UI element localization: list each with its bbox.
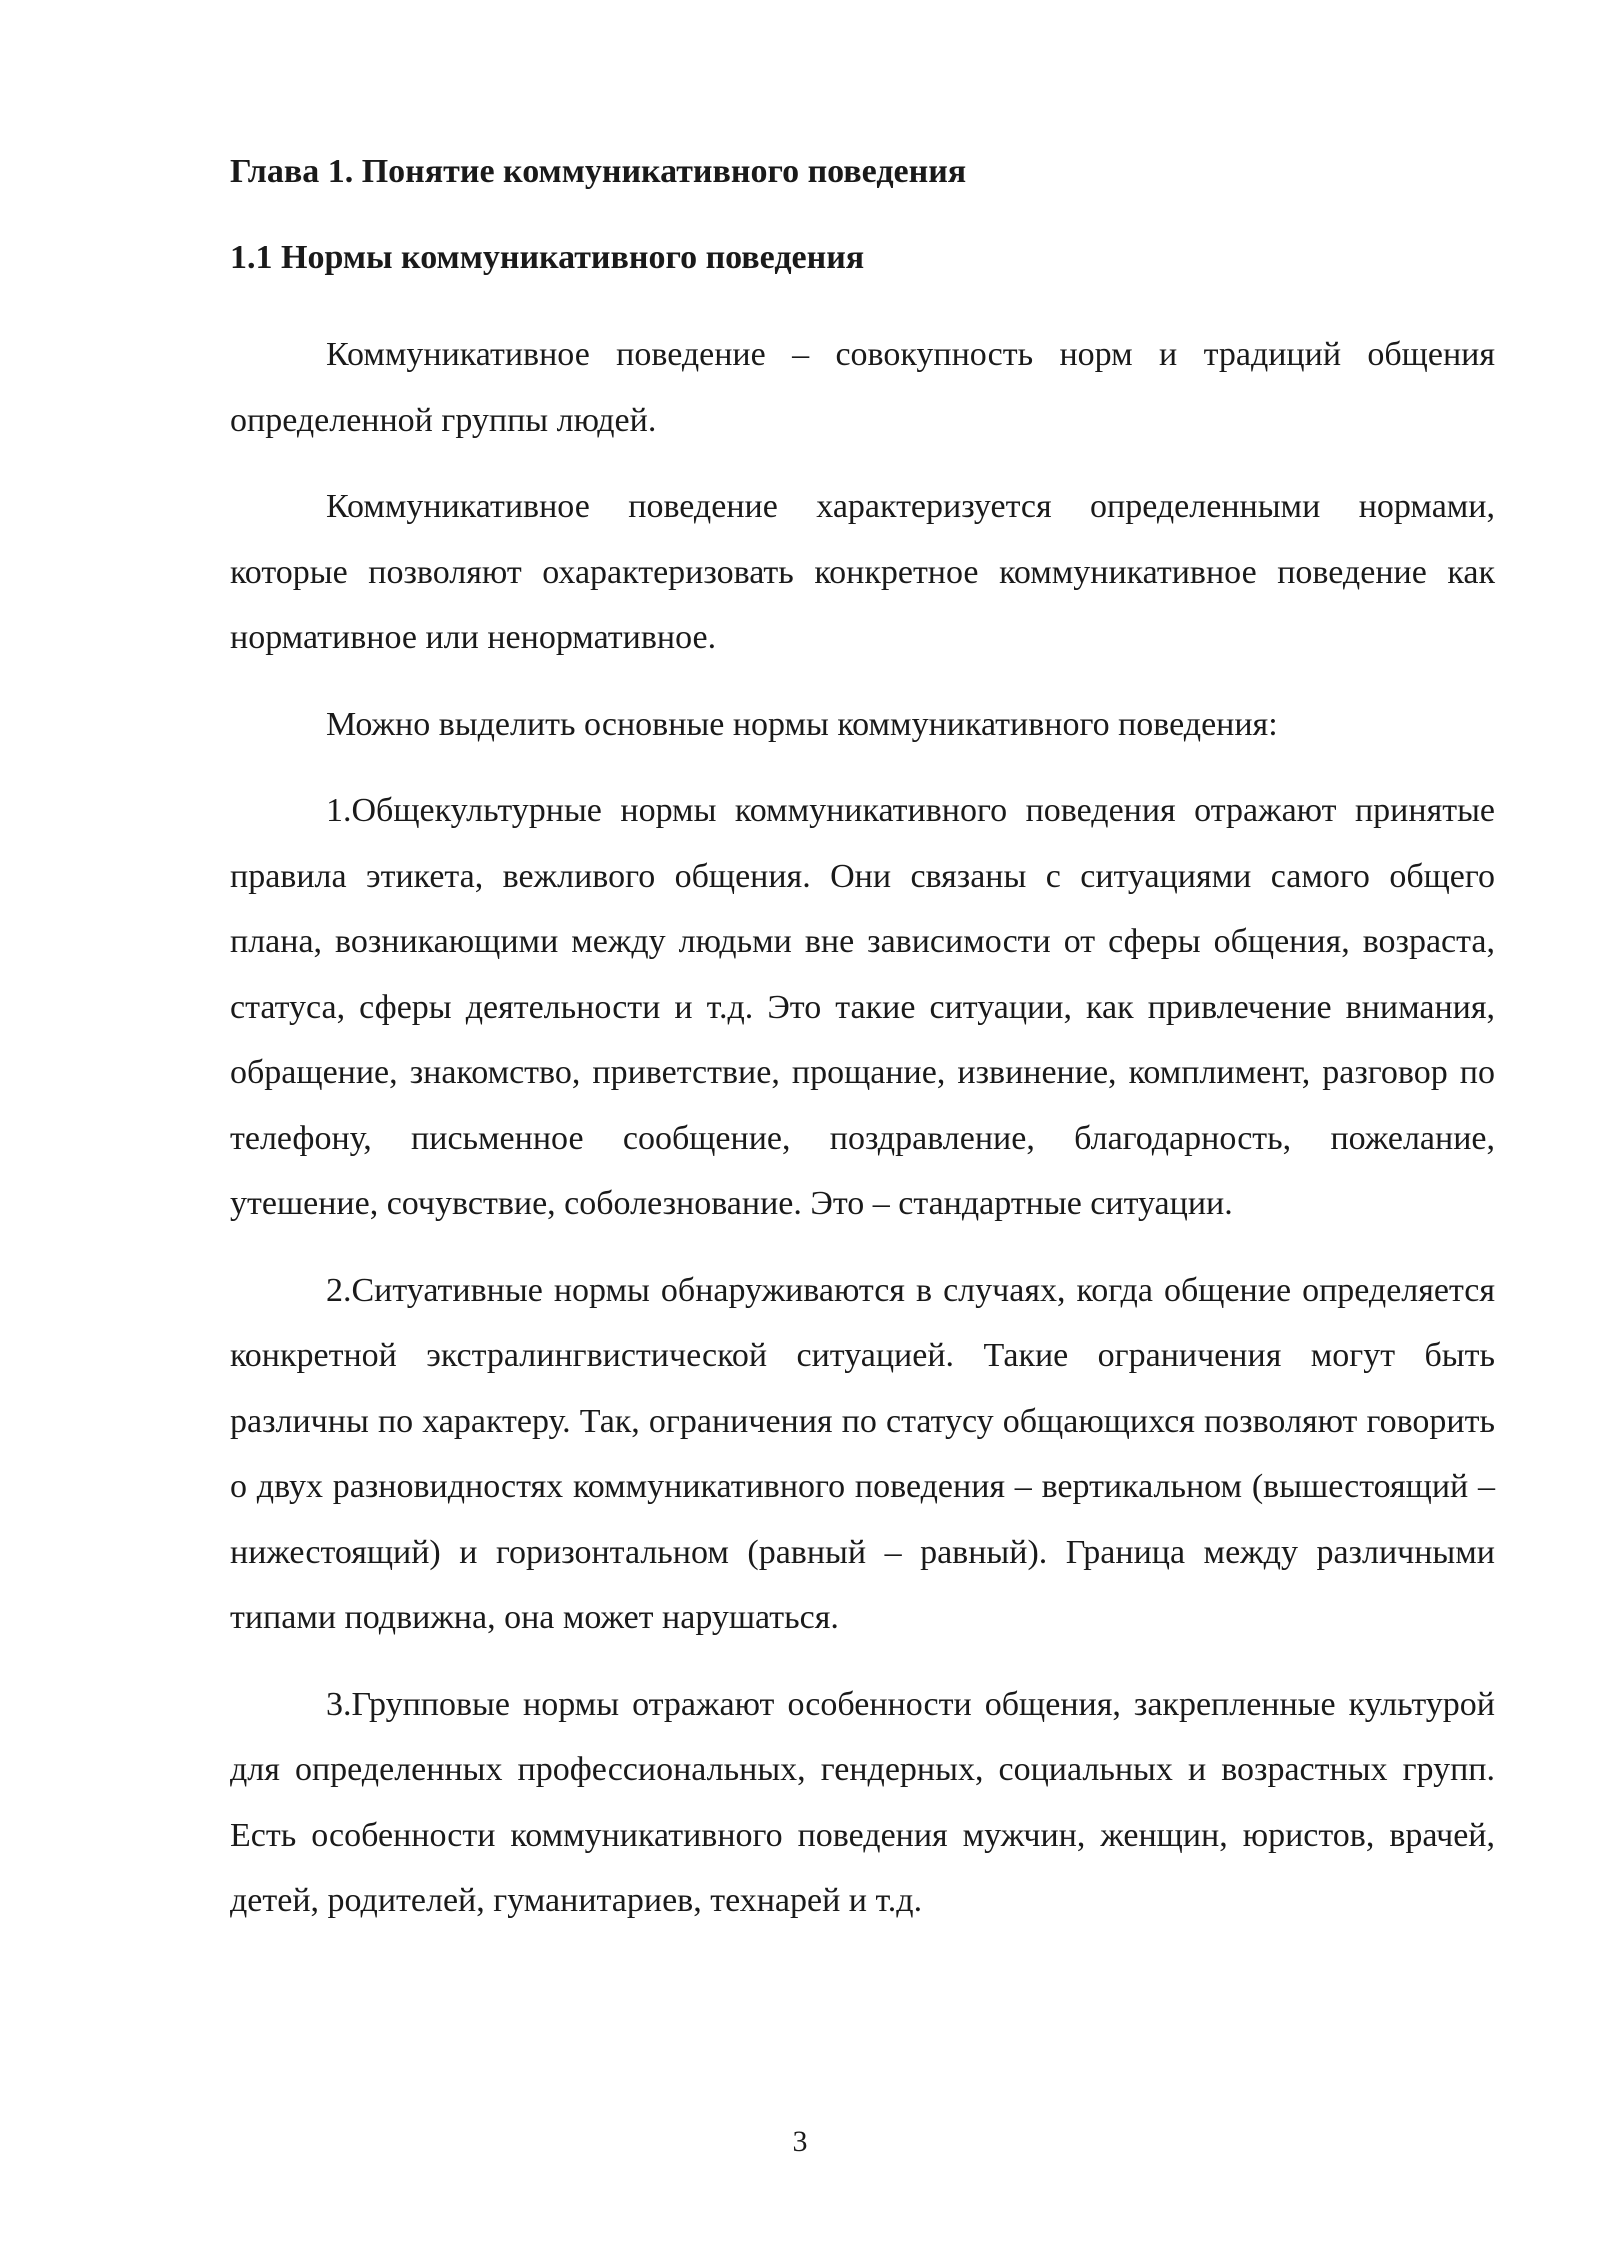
section-title: 1.1 Нормы коммуникативного поведения xyxy=(230,239,865,276)
page-content xyxy=(230,150,1495,1955)
chapter-title: Глава 1. Понятие коммуникативного поведения xyxy=(230,153,967,190)
paragraph-norms-intro: Можно выделить основные нормы коммуникативного поведения: xyxy=(326,705,1278,743)
paragraph-characterization: Коммуникативное поведение характеризуется определенными нормами, которые позволяют охарактеризовать конкретное коммуникативное поведение как нормативное или ненормативное. xyxy=(230,488,1495,656)
paragraph-group-norms: 3.Групповые нормы отражают особенности общения, закрепленные культурой для определенных профессиональных, гендерных, социальных и возрастных групп. Есть особенности коммуникативного поведения мужчин, женщин, юристов, врачей, детей, родителей, гуманитариев, технарей и т.д. xyxy=(230,1685,1495,1919)
paragraph-situational-norms: 2.Ситуативные нормы обнаруживаются в случаях, когда общение определяется конкретной экстралингвистической ситуацией. Такие ограничения могут быть различны по характеру. Так, ограничения по статусу общающихся позволяют говорить о двух разновидностях коммуникативного поведения – вертикальном (вышестоящий – нижестоящий) и горизонтальном (равный – равный). Граница между различными типами подвижна, она может нарушаться. xyxy=(230,1271,1495,1636)
paragraph-general-cultural-norms: 1.Общекультурные нормы коммуникативного поведения отражают принятые правила этикета, вежливого общения. Они связаны с ситуациями самого общего плана, возникающими между людьми вне зависимости от сферы общения, возраста, статуса, сферы деятельности и т.д. Это такие ситуации, как привлечение внимания, обращение, знакомство, приветствие, прощание, извинение, комплимент, разговор по телефону, письменное сообщение, поздравление, благодарность, пожелание, утешение, сочувствие, соболезнование. Это – стандартные ситуации. xyxy=(230,792,1495,1222)
paragraph-definition: Коммуникативное поведение – совокупность норм и традиций общения определенной группы людей. xyxy=(230,336,1495,439)
page-number: 3 xyxy=(792,2125,808,2158)
